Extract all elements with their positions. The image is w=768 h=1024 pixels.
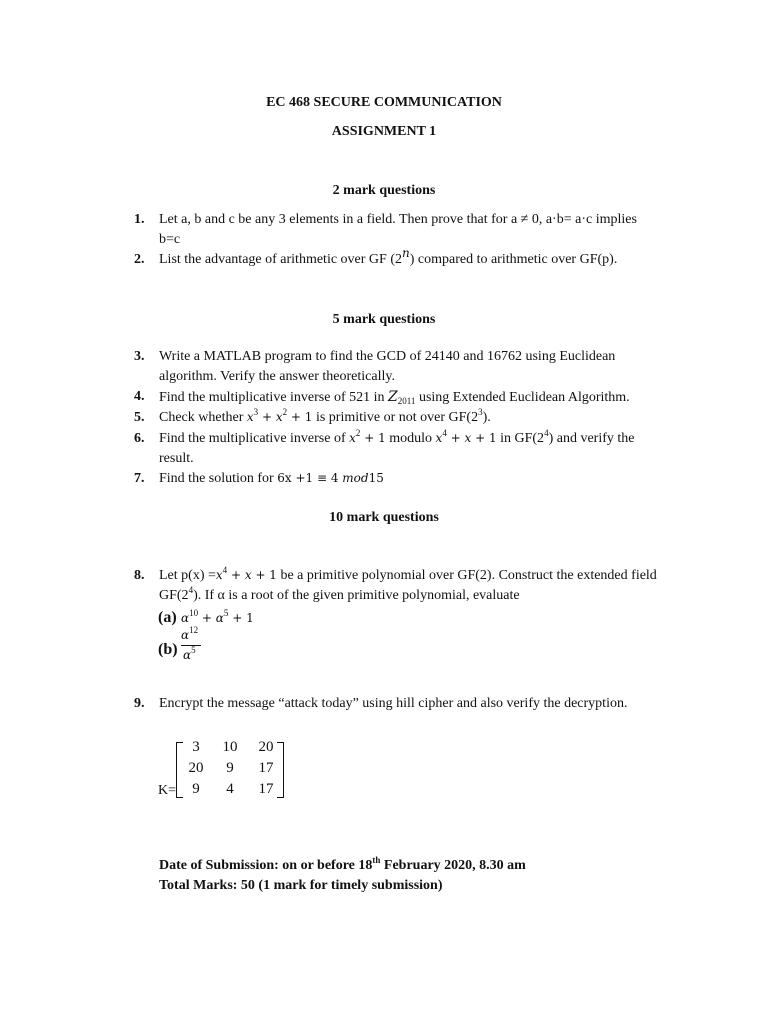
- exponent: 5: [223, 608, 229, 618]
- question-text: [159, 471, 384, 487]
- math-symbol: Z: [388, 389, 398, 405]
- text-part: Find the multiplicative inverse of: [159, 431, 350, 446]
- math-op: +: [198, 611, 216, 625]
- exponent: 12: [189, 625, 199, 635]
- text-part: ). If α is a root of the given primitive polynomial, evaluate: [193, 588, 520, 603]
- text-part: List the advantage of arithmetic over GF (2: [159, 252, 402, 267]
- question-text: [159, 389, 630, 406]
- math-expr: 6x +1 ≡ 4: [277, 471, 343, 485]
- math-var: α: [183, 648, 192, 662]
- fraction-numerator: [181, 625, 199, 644]
- question-text: [159, 246, 618, 268]
- text-part: Check whether: [159, 410, 247, 425]
- math-op: + 1: [287, 410, 313, 424]
- text-part: be a primitive polynomial over GF(2). Construct the extended field: [276, 568, 657, 583]
- question-number: 1.: [134, 212, 145, 227]
- exponent: 10: [189, 608, 199, 618]
- question-text: [159, 428, 635, 447]
- math-var: α: [181, 628, 190, 642]
- math-var: x: [464, 431, 472, 445]
- matrix-label: K=: [158, 783, 177, 798]
- fraction-denominator: [183, 645, 196, 664]
- math-var: α: [181, 611, 190, 625]
- question-text-cont: result.: [159, 451, 194, 466]
- text-part: Date of Submission: on or before 18: [159, 858, 373, 873]
- text-part: ) compared to arithmetic over GF(p).: [409, 252, 618, 267]
- question-number: 4.: [134, 389, 145, 404]
- matrix-cell: 9: [192, 781, 200, 797]
- exponent: 4: [544, 428, 549, 438]
- exponent: 3: [253, 407, 259, 417]
- question-text-cont: algorithm. Verify the answer theoretically.: [159, 369, 395, 384]
- exponent: 2: [355, 428, 361, 438]
- question-number: 2.: [134, 252, 145, 267]
- math-mod: mod: [342, 471, 369, 485]
- course-title: EC 468 SECURE COMMUNICATION: [266, 95, 502, 110]
- matrix-cell: 9: [226, 760, 234, 776]
- matrix-cell: 17: [258, 781, 274, 797]
- text-part: is primitive or not over GF(2: [312, 410, 479, 425]
- section-5-mark: 5 mark questions: [332, 312, 436, 327]
- question-text: [159, 407, 491, 426]
- text-part: ).: [482, 410, 491, 425]
- matrix-cell: 20: [188, 760, 204, 776]
- exponent: 2: [282, 407, 288, 417]
- subscript: 2011: [397, 396, 416, 406]
- exponent: 5: [191, 645, 196, 655]
- text-part: modulo: [385, 431, 436, 446]
- exponent: n: [401, 246, 410, 260]
- assignment-title: ASSIGNMENT 1: [331, 124, 437, 139]
- part-a-label: (a): [158, 609, 177, 626]
- math-num: 15: [368, 471, 384, 485]
- math-var: α: [215, 611, 224, 625]
- part-b-label: (b): [158, 641, 178, 658]
- math-var: x: [244, 568, 252, 582]
- question-number: 9.: [134, 696, 145, 711]
- question-text: [159, 565, 657, 584]
- text-part: ) and verify the: [548, 431, 635, 446]
- question-number: 6.: [134, 431, 145, 446]
- text-part: Let p(x) =: [159, 568, 216, 583]
- text-part: using Extended Euclidean Algorithm.: [415, 390, 630, 405]
- math-var: x: [275, 410, 283, 424]
- math-op: +: [227, 568, 245, 582]
- text-part: in GF(2: [496, 431, 545, 446]
- part-b-fraction: [180, 625, 202, 666]
- math-op: +: [446, 431, 465, 445]
- exponent: 4: [222, 565, 228, 575]
- total-marks: Total Marks: 50 (1 mark for timely submission): [159, 878, 443, 893]
- math-op: + 1: [360, 431, 386, 445]
- text-part: GF(2: [159, 588, 189, 603]
- matrix-cell: 3: [192, 739, 200, 755]
- math-var: x: [215, 568, 223, 582]
- submission-date: [159, 855, 526, 874]
- question-text-cont: [159, 585, 520, 604]
- question-number: 5.: [134, 410, 145, 425]
- question-number: 7.: [134, 471, 145, 486]
- exponent: 3: [478, 407, 483, 417]
- question-number: 3.: [134, 349, 145, 364]
- question-text: Write a MATLAB program to find the GCD of 24140 and 16762 using Euclidean: [159, 349, 616, 364]
- section-10-mark: 10 mark questions: [329, 510, 439, 525]
- math-op: + 1: [228, 611, 254, 625]
- matrix-cell: 20: [258, 739, 274, 755]
- ordinal-suffix: th: [372, 855, 381, 865]
- text-part: Find the solution for: [159, 471, 278, 486]
- question-text-cont: b=c: [159, 232, 181, 247]
- math-var: x: [349, 431, 356, 445]
- math-var: x: [435, 431, 443, 445]
- matrix-cell: 10: [222, 739, 238, 755]
- exponent: 4: [188, 585, 194, 595]
- math-op: + 1: [251, 568, 277, 582]
- question-text: Let a, b and c be any 3 elements in a field. Then prove that for a ≠ 0, a·b= a·c implies: [159, 212, 637, 227]
- question-text: Encrypt the message “attack today” using hill cipher and also verify the decryption.: [159, 696, 628, 711]
- math-var: x: [246, 410, 254, 424]
- exponent: 4: [442, 428, 447, 438]
- key-matrix: [176, 738, 284, 800]
- math-op: +: [258, 410, 276, 424]
- matrix-cell: 4: [226, 781, 234, 797]
- math-op: + 1: [471, 431, 497, 445]
- section-2-mark: 2 mark questions: [332, 183, 436, 198]
- question-number: 8.: [134, 568, 145, 583]
- text-part: Find the multiplicative inverse of 521 in: [159, 390, 389, 405]
- matrix-cell: 17: [258, 760, 274, 776]
- text-part: February 2020, 8.30 am: [380, 858, 526, 873]
